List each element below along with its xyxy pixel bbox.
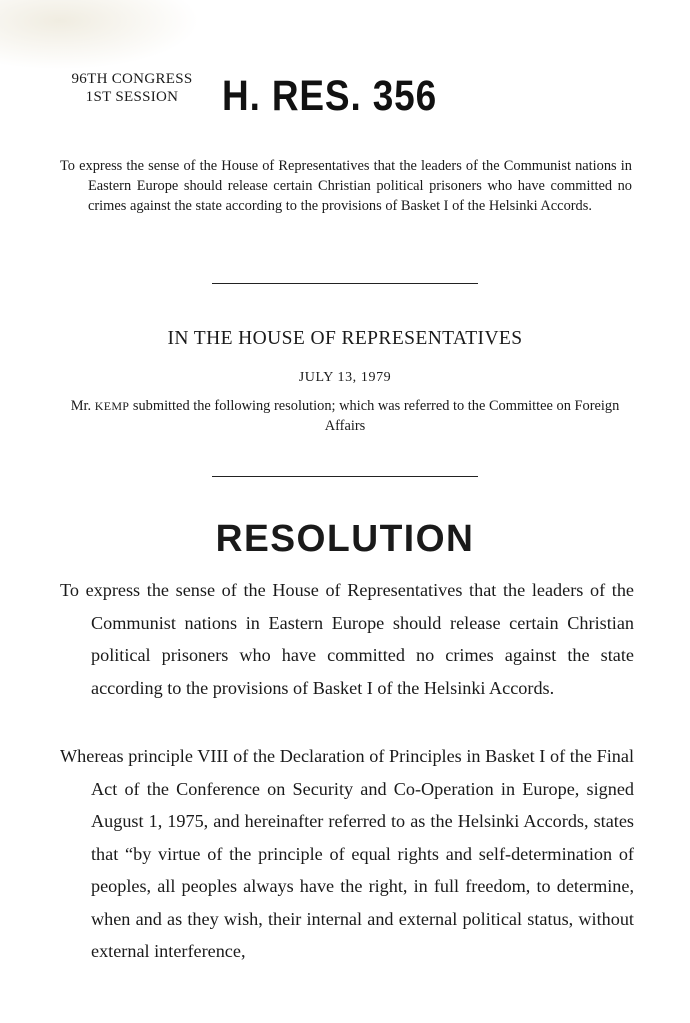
session-label: 1ST SESSION bbox=[85, 89, 179, 105]
house-title: IN THE HOUSE OF REPRESENTATIVES bbox=[167, 328, 523, 349]
whereas-paragraph: Whereas principle VIII of the Declaration of Principles in Basket I of the Final Act of the Conference on Security and Co-Operation in Europe, signed August 1, 1975, and hereinafter referred to as the Helsinki Accords, states that “by virtue of the principle of equal rights and self-determination of peoples, all peoples always have the right, in full freedom, to determine, when and as they wish, their internal and external political status, without external interference, bbox=[60, 746, 634, 961]
purpose-paragraph: To express the sense of the House of Representatives that the leaders of the Communist nations in Eastern Europe should release certain Christian political prisoners who have committed no crimes against the state according to the provisions of Basket I of the Helsinki Accords. bbox=[60, 580, 634, 698]
date: JULY 13, 1979 bbox=[298, 370, 392, 385]
submitter-name: KEMP bbox=[94, 399, 130, 413]
submitter-prefix: Mr. bbox=[70, 398, 95, 414]
divider-top bbox=[212, 283, 478, 284]
resolution-heading: RESOLUTION bbox=[215, 518, 475, 560]
submission-rest: submitted the following resolution; which was referred to the Committee on Foreign Affairs bbox=[129, 398, 620, 434]
congress-session-block bbox=[52, 70, 212, 106]
summary-text: To express the sense of the House of Representatives that the leaders of the Communist nations in Eastern Europe should release certain Christian political prisoners who have committed no crimes against the state according to the provisions of Basket I of the Helsinki Accords. bbox=[60, 158, 632, 214]
divider-bottom bbox=[212, 476, 478, 477]
resolution-number: H. RES. 356 bbox=[222, 72, 437, 120]
submission-statement bbox=[60, 396, 630, 436]
congress-label: 96TH CONGRESS bbox=[71, 71, 193, 87]
paper-stain bbox=[0, 0, 200, 70]
